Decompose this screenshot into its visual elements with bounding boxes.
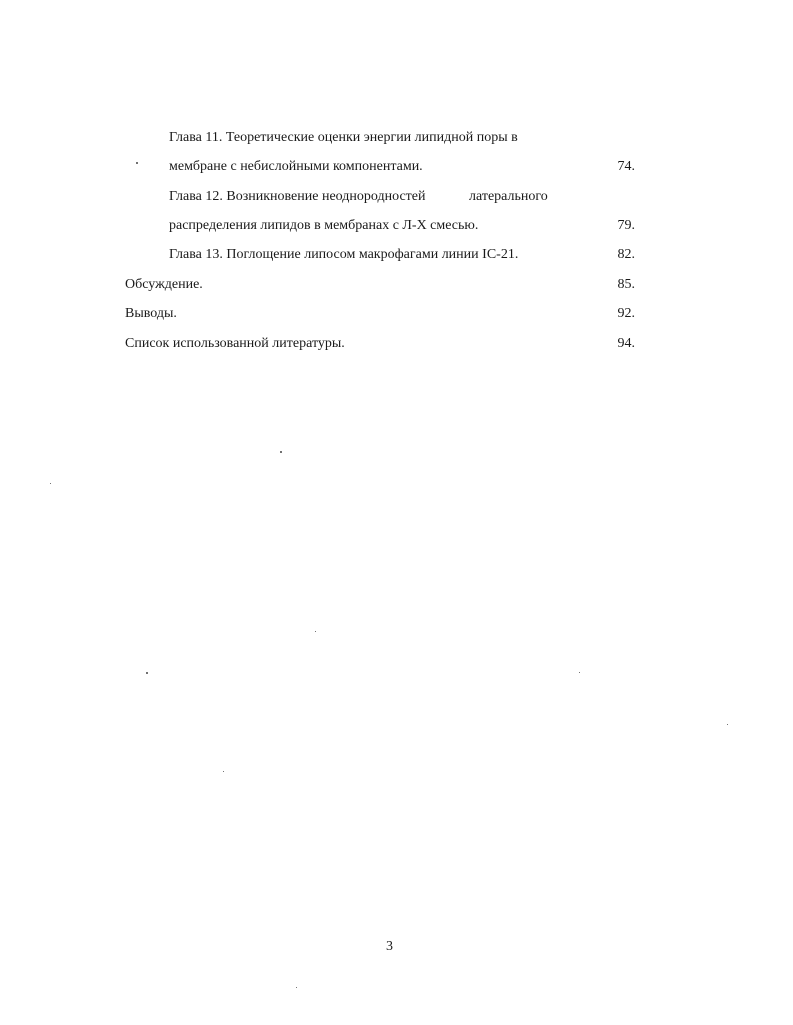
scan-speck: [579, 672, 580, 673]
scan-speck: [296, 987, 297, 988]
toc-entry-references-page: 94.: [617, 336, 635, 351]
page-number: 3: [386, 939, 393, 954]
toc-entry-chapter-13-title: Глава 13. Поглощение липосом макрофагами линии IC-21.: [169, 247, 519, 262]
scan-speck: [280, 451, 282, 453]
toc-entry-chapter-13-page: 82.: [617, 247, 635, 262]
scan-speck: [146, 672, 148, 674]
toc-entry-chapter-12-page: 79.: [617, 218, 635, 233]
toc-entry-references: Список использованной литературы.: [125, 336, 345, 351]
toc-entry-chapter-11-page: 74.: [617, 159, 635, 174]
toc-entry-chapter-11-title-line1: Глава 11. Теоретические оценки энергии липидной поры в: [169, 130, 518, 145]
toc-entry-discussion: Обсуждение.: [125, 277, 203, 292]
scan-speck: [223, 771, 224, 772]
toc-entry-chapter-11-title-line2: мембране с небислойными компонентами.: [169, 159, 423, 174]
toc-entry-discussion-page: 85.: [617, 277, 635, 292]
scan-speck: [727, 724, 728, 725]
toc-entry-conclusions: Выводы.: [125, 306, 177, 321]
scan-speck: [136, 162, 138, 164]
toc-entry-chapter-12-title-line1: Глава 12. Возникновение неоднородностей: [169, 189, 426, 204]
scan-speck: [315, 631, 316, 632]
toc-entry-chapter-12-title-line2: распределения липидов в мембранах с Л-Х смесью.: [169, 218, 479, 233]
toc-entry-conclusions-page: 92.: [617, 306, 635, 321]
scan-speck: [50, 483, 51, 484]
toc-entry-chapter-12-title-line1-end: латерального: [469, 189, 548, 204]
